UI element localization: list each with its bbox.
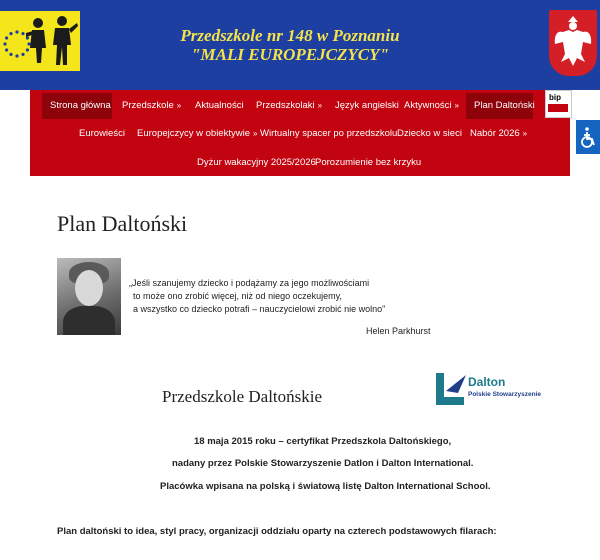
cert-line-2: nadany przez Polskie Stowarzyszenie Datlon i Dalton International. [172,458,474,469]
cert-line-1: 18 maja 2015 roku – certyfikat Przedszkola Daltońskiego, [194,436,452,447]
submenu-chevron-icon: » [317,101,323,110]
accessibility-button[interactable] [576,120,600,154]
nav-label: Dziecko w sieci [397,128,462,139]
nav-label: Przedszkole [122,100,174,111]
nav-label: Przedszkolaki [256,100,315,111]
site-header [0,0,600,90]
nav-label: Aktualności [195,100,244,111]
nav-dyzur-wakacyjny[interactable] [197,157,316,169]
nav-nabor-2026[interactable] [470,128,527,140]
nav-jezyk-angielski[interactable] [335,100,399,112]
site-title-line2: "MALI EUROPEJCZYCY" [191,45,389,64]
section-title: Przedszkole Daltońskie [162,387,323,406]
nav-label: Aktywności [404,100,452,111]
dalton-mark-icon [434,371,468,407]
dalton-logo-sub: Polskie Stowarzyszenie [468,391,541,398]
dalton-logo [434,371,546,407]
bip-label: bip [549,93,561,102]
nav-aktualnosci[interactable] [195,100,244,112]
site-title-line1: Przedszkole nr 148 w Poznaniu [180,26,400,45]
main-navigation [30,90,570,176]
polish-eagle-emblem [549,10,597,76]
nav-porozumienie-bez-krzyku[interactable] [315,157,421,169]
nav-europejczycy-w-obiektywie[interactable] [137,128,257,140]
cert-line-3: Placówka wpisana na polską i światową listę Dalton International School. [160,481,491,492]
nav-label: Język angielski [335,100,399,111]
quote-line-3: a wszystko co dziecko potrafi – nauczycielowi zrobić nie wolno" [133,304,386,314]
nav-label: Porozumienie bez krzyku [315,157,422,168]
bip-link[interactable] [545,90,572,118]
children-figures-icon [24,15,78,69]
helen-parkhurst-photo [57,258,121,335]
quote-line-1: „Jeśli szanujemy dziecko i podążamy za jego możliwościami [129,278,370,288]
nav-label: Strona główna [50,100,111,111]
pillars-intro: Plan daltoński to idea, styl pracy, organizacji oddziału oparty na czterech podstawowych filarach: [57,526,497,537]
nav-label: Dyżur wakacyjny 2025/2026 [197,157,316,168]
submenu-chevron-icon: » [253,129,258,138]
nav-label: Wirtualny spacer po przedszkolu [260,128,398,139]
nav-label: Eurowieści [79,128,125,139]
nav-przedszkolaki[interactable] [256,100,322,112]
kindergarten-logo[interactable] [0,11,80,71]
submenu-chevron-icon: » [454,101,459,110]
nav-plan-daltonski[interactable] [474,100,535,112]
dalton-logo-name: Dalton [468,375,506,389]
nav-dziecko-w-sieci[interactable] [397,128,462,140]
nav-eurowiesci[interactable] [79,128,125,140]
bip-flag-icon [548,104,568,112]
nav-wirtualny-spacer[interactable] [260,128,397,140]
site-title[interactable] [140,26,440,64]
photo-shoulders [63,306,115,335]
eagle-icon [549,10,597,76]
wheelchair-icon [576,120,600,154]
quote-line-2: to może ono zrobić więcej, niż od niego oczekujemy, [133,291,342,301]
nav-label: Europejczycy w obiektywie [137,128,250,139]
submenu-chevron-icon: » [522,129,528,138]
submenu-chevron-icon: » [176,101,182,110]
nav-przedszkole[interactable] [122,100,181,112]
page-title: Plan Daltoński [57,211,188,236]
photo-face [75,270,103,306]
nav-aktywnosci[interactable] [404,100,459,112]
nav-strona-glowna[interactable] [50,100,111,112]
nav-label: Nabór 2026 [470,128,520,139]
nav-label: Plan Daltoński [474,100,535,111]
quote-author: Helen Parkhurst [366,326,431,336]
